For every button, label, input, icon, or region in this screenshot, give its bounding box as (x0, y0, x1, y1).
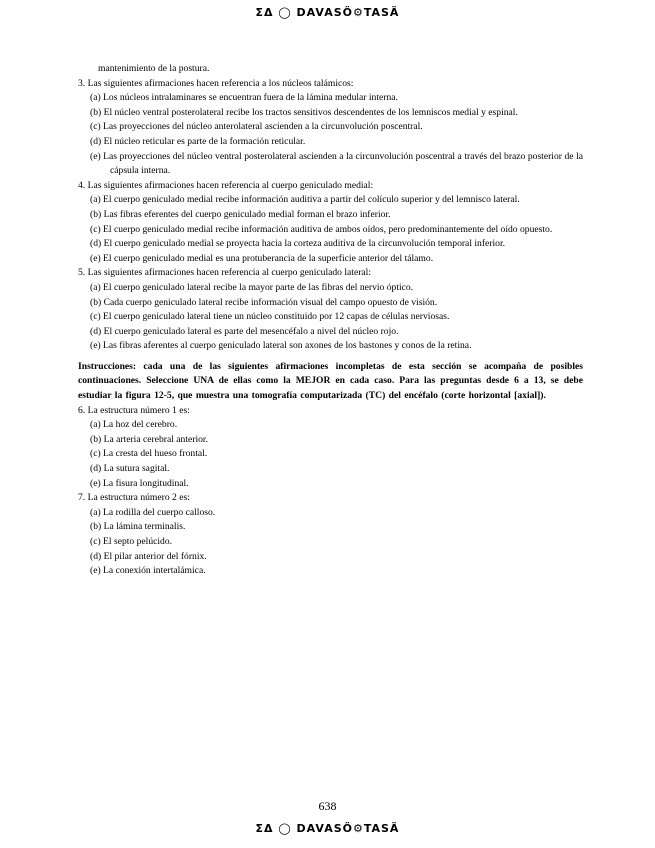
question-7 (78, 491, 583, 579)
watermark-bottom: ΣΔ ◯ DAVASÖ⚙TASÄ (255, 822, 400, 835)
option: (b) Las fibras eferentes del cuerpo geniculado medial forman el brazo inferior. (90, 208, 391, 220)
question-stem: 4. Las siguientes afirmaciones hacen referencia al cuerpo geniculado medial: (78, 179, 374, 191)
option: (b) Cada cuerpo geniculado lateral recibe información visual del campo opuesto de visión. (90, 296, 438, 308)
page-number: 638 (318, 799, 337, 813)
question-5 (78, 266, 583, 354)
question-stem: 3. Las siguientes afirmaciones hacen referencia a los núcleos talámicos: (78, 77, 354, 89)
option: (b) La arteria cerebral anterior. (90, 433, 208, 445)
option: (b) La lámina terminalis. (90, 521, 186, 533)
option: (d) El cuerpo geniculado lateral es parte del mesencéfalo a nivel del núcleo rojo. (90, 325, 399, 337)
option: (e) El cuerpo geniculado medial es una protuberancia de la superficie anterior del tálamo. (90, 252, 434, 264)
option: (e) Las proyecciones del núcleo ventral posterolateral ascienden a la circunvolución poscentral a través del brazo posterior de la cápsula interna. (90, 150, 583, 177)
question-3 (78, 77, 583, 179)
option: (a) La hoz del cerebro. (90, 419, 178, 431)
option: (c) El cuerpo geniculado medial recibe información auditiva de ambos oídos, pero predominantemente del oído opuesto. (90, 223, 553, 235)
question-stem: 5. Las siguientes afirmaciones hacen referencia al cuerpo geniculado lateral: (78, 267, 371, 279)
option: (a) Los núcleos intralaminares se encuentran fuera de la lámina medular interna. (90, 92, 398, 104)
option: (e) La conexión intertalámica. (90, 565, 206, 577)
option: (c) El cuerpo geniculado lateral tiene un núcleo constituido por 12 capas de células nerviosas. (90, 311, 450, 323)
option: (b) El núcleo ventral posterolateral recibe los tractos sensitivos descendentes de los lemniscos medial y espinal. (90, 106, 518, 118)
question-stem: 7. La estructura número 2 es: (78, 492, 190, 504)
option: (d) El pilar anterior del fórnix. (90, 550, 207, 562)
page-body (78, 62, 583, 579)
watermark-top: ΣΔ ◯ DAVASÖ⚙TASÄ (255, 6, 400, 19)
option: (a) El cuerpo geniculado lateral recibe la mayor parte de las fibras del nervio óptico. (90, 281, 414, 293)
option: (d) El núcleo reticular es parte de la formación reticular. (90, 135, 306, 147)
question-stem: 6. La estructura número 1 es: (78, 404, 190, 416)
option: (d) El cuerpo geniculado medial se proyecta hacia la corteza auditiva de la circunvolución temporal inferior. (90, 238, 506, 250)
option: (c) Las proyecciones del núcleo anterolateral ascienden a la circunvolución poscentral. (90, 121, 423, 133)
option: (e) La fisura longitudinal. (90, 477, 189, 489)
option: (c) La cresta del hueso frontal. (90, 448, 208, 460)
option: (a) El cuerpo geniculado medial recibe información auditiva a partir del colículo superior y del lemnisco lateral. (90, 194, 520, 206)
option: (c) El septo pelúcido. (90, 536, 173, 547)
option: (e) Las fibras aferentes al cuerpo geniculado lateral son axones de los bastones y conos de la retina. (90, 340, 472, 352)
continuation-text: mantenimiento de la postura. (98, 63, 210, 74)
instructions-paragraph: Instrucciones: cada una de las siguientes afirmaciones incompletas de esta sección se acompaña de posibles continuaciones. Seleccione UNA de ellas como la MEJOR en cada caso. Para las preguntas desde 6 a 13, se debe estudiar la figura 12-5, que muestra una tomografía computarizada (TC) del encéfalo (corte horizontal [axial]). (78, 360, 583, 402)
question-block-a (78, 77, 583, 354)
option: (d) La sutura sagital. (90, 463, 170, 475)
question-6 (78, 404, 583, 492)
option: (a) La rodilla del cuerpo calloso. (90, 506, 216, 518)
question-block-b (78, 404, 583, 579)
question-4 (78, 179, 583, 267)
